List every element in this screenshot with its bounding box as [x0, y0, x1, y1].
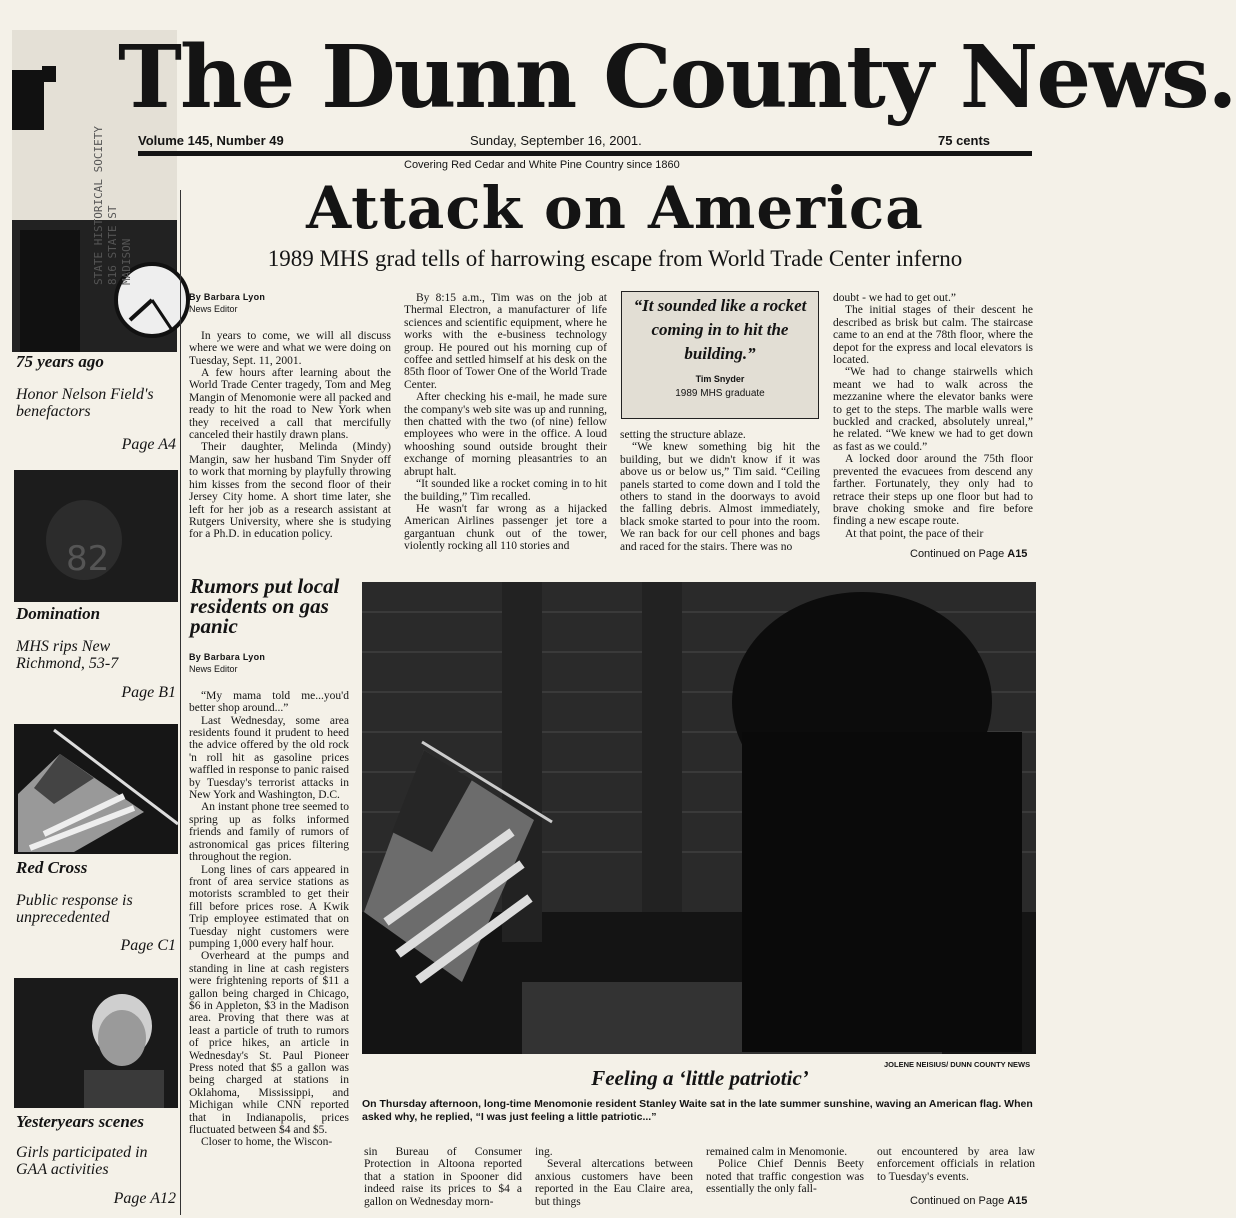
rumors-paragraph: ing.	[535, 1146, 553, 1158]
teaser-body: Girls participated in GAA activities	[16, 1144, 148, 1178]
issue-price: 75 cents	[938, 133, 991, 148]
lead-paragraph: doubt - we had to get out.”	[833, 292, 956, 304]
teaser-page: Page A12	[113, 1190, 176, 1207]
archive-stamp-line: STATE HISTORICAL SOCIETY	[92, 126, 105, 285]
continued-page: A15	[1007, 548, 1028, 560]
lead-paragraph: setting the structure ablaze.	[620, 429, 746, 441]
lead-paragraph: The initial stages of their descent he described as brisk but calm. The staircase came to an end at the 78th floor, where the depot for the express and local elevators is located.	[833, 304, 1033, 367]
teaser-body: Public response is unprecedented	[16, 892, 133, 926]
rumors-column-2	[364, 1146, 522, 1208]
rumors-paragraph: An instant phone tree seemed to spring up as folks informed friends and family of rumors of astronomical gas prices filtering throughout the region.	[189, 801, 349, 864]
lead-paragraph: After checking his e-mail, he made sure the company's web site was up and running, then chatted with the two (of nine) fellow employees who were in the office. A loud whooshing sound outside brought their exchange of morning pleasantries to an abrupt halt.	[404, 391, 607, 478]
rumors-column-3	[535, 1146, 693, 1208]
rumors-column-1	[189, 651, 349, 1149]
lead-paragraph: A few hours after learning about the World Trade Center tragedy, Tom and Meg Mangin of Menomonie were all packed and ready to hit the road to New York when they received a call that mercifully canceled their hastily drawn plans.	[189, 367, 391, 442]
teaser-head: 75 years ago	[16, 352, 104, 371]
lead-byline-title: News Editor	[189, 304, 238, 315]
rumors-paragraph: Last Wednesday, some area residents found it prudent to heed the advice offered by the old rock 'n roll hit as gasoline prices waffled in response to panic raised by Tuesday's terrorist attacks in New York and Washington, D.C.	[189, 714, 349, 802]
lead-paragraph: By 8:15 a.m., Tim was on the job at Thermal Electron, a manufacturer of life sciences and scientific equipment, where he works with the e-business technology group. He poured out his morning cup of coffee and settled himself at his desk on the 85th floor of Tower One of the World Trade Center.	[404, 292, 607, 391]
sidebar-divider	[180, 190, 181, 1215]
pull-quote	[621, 291, 819, 419]
lead-paragraph: Their daughter, Melinda (Mindy) Mangin, saw her husband Tim Snyder off to work that morning by playfully throwing him kisses from the second floor of their Jersey City home. A short time later, she left for her job as a research assistant at Rutgers University, where she is studying for a Ph.D. in education policy.	[189, 441, 391, 541]
issue-volume: Volume 145, Number 49	[138, 133, 284, 148]
lead-paragraph: In years to come, we will all discuss where we were and what we were doing on Tuesday, Sept. 11, 2001.	[189, 329, 391, 367]
rumors-byline-title: News Editor	[189, 664, 238, 675]
rumors-paragraph: Police Chief Dennis Beety noted that traffic congestion was essentially the only fall-	[706, 1158, 864, 1196]
rumors-paragraph: Overheard at the pumps and standing in line at cash registers were frightening reports of $11 a gallon being charged in Chicago, $6 in Appleton, $3 in the Madison area. Proving that there was at least a particle of truth to rumors of price hikes, an article in Wednesday's St. Paul Pioneer Press noted that $5 a gallon was being charged at stations in Oklahoma, Mississippi, and Michigan while CNN reported that in Indianapolis, prices fluctuated between $4 and $5.	[189, 950, 349, 1137]
photo-caption-body: On Thursday afternoon, long-time Menomonie resident Stanley Waite sat in the late summer sunshine, waving an American flag. When asked why, he replied, “I was just feeling a little patriotic...”	[362, 1098, 1033, 1123]
svg-text:82: 82	[66, 539, 110, 579]
lead-paragraph: At that point, the pace of their	[845, 527, 984, 540]
rumors-continued	[910, 1195, 1027, 1207]
lead-paragraph: “We had to change stairwells which meant we had to walk across the mezzanine where the elevator banks were to get to the steps. The marble walls were buckled and cracked, absolutely unreal,” he related. “We knew we had to get down as fast as we could.”	[833, 366, 1033, 453]
flag-photo	[14, 724, 178, 854]
teaser-body: Honor Nelson Field's benefactors	[16, 386, 154, 420]
issue-date: Sunday, September 16, 2001.	[470, 133, 642, 148]
rumors-column-5	[877, 1146, 1035, 1183]
teaser-page: Page B1	[121, 684, 176, 701]
rumors-headline: Rumors put local residents on gas panic	[190, 574, 340, 638]
masthead-title: The Dunn County News.	[118, 27, 1236, 128]
lead-paragraph: “It sounded like a rocket coming in to hit the building,” Tim recalled.	[404, 478, 607, 503]
photo-credit: JOLENE NEISIUS/ DUNN COUNTY NEWS	[884, 1060, 1031, 1069]
main-photo	[362, 582, 1036, 1054]
portrait-photo	[14, 978, 178, 1108]
rumors-paragraph: Long lines of cars appeared in front of area service stations as motorists scrambled to get their fill before prices rose. A Kwik Trip employee estimated that on Tuesday night customers were pumping 1,000 every half hour.	[189, 863, 349, 950]
lead-paragraph: He wasn't far wrong as a hijacked American Airlines passenger jet tore a gargantuan chunk out of the tower, violently rocking all 110 stories and	[404, 502, 607, 553]
rumors-paragraph: Several altercations between anxious customers have been reported in the Eau Claire area, but things	[535, 1158, 693, 1208]
lead-headline: Attack on America	[306, 174, 924, 242]
lead-column-1	[189, 291, 391, 541]
continued-page: A15	[1007, 1195, 1028, 1207]
teaser-body: MHS rips New Richmond, 53-7	[16, 638, 119, 672]
pull-quote-name: Tim Snyder	[695, 374, 745, 384]
lead-continued	[910, 548, 1027, 560]
continued-label: Continued on Page	[910, 1195, 1005, 1207]
archive-stamp-line: 816 STATE ST	[106, 205, 119, 285]
rumors-column-4	[706, 1146, 864, 1196]
teaser-page: Page A4	[121, 436, 176, 453]
football-photo	[14, 470, 178, 602]
lead-column-2	[404, 292, 607, 553]
rumors-paragraph: out encountered by area law enforcement officials in relation to Tuesday's events.	[877, 1146, 1035, 1183]
rumors-paragraph: sin Bureau of Consumer Protection in Altoona reported that a station in Spooner did indeed raise its prices to $4 a gallon on Wednesday morn-	[364, 1146, 522, 1208]
lead-subhead: 1989 MHS grad tells of harrowing escape from World Trade Center inferno	[267, 246, 963, 271]
teaser-head: Yesteryears scenes	[16, 1112, 144, 1131]
lead-paragraph: “We knew something big hit the building, but we didn't know if it was above us or below us,” Tim said. “Ceiling panels started to come down and I told the others to stand in the doorways to avoid the falling debris. Almost immediately, black smoke started to pour into the room. We ran back for our cell phones and bags and raced for the stairs. There was no	[620, 441, 820, 553]
archive-stamp-line: MADISON	[120, 238, 133, 285]
lead-column-4	[833, 292, 1033, 540]
lead-byline: By Barbara Lyon	[189, 292, 266, 302]
photo-caption-head: Feeling a ‘little patriotic’	[591, 1066, 809, 1090]
rumors-paragraph: “My mama told me...you'd better shop around...”	[189, 689, 349, 715]
teaser-head: Red Cross	[16, 858, 88, 877]
pull-quote-text: “It sounded like a rocket coming in to hit the building.”	[633, 296, 807, 363]
masthead-tagline: Covering Red Cedar and White Pine Country since 1860	[404, 159, 680, 171]
rumors-paragraph: Closer to home, the Wiscon-	[201, 1136, 333, 1149]
teaser-page: Page C1	[120, 937, 176, 954]
pull-quote-title: 1989 MHS graduate	[675, 388, 765, 399]
masthead-rule	[138, 151, 1032, 156]
teaser-head: Domination	[16, 604, 101, 623]
continued-label: Continued on Page	[910, 548, 1005, 560]
lead-column-3	[620, 429, 820, 553]
rumors-paragraph: remained calm in Menomonie.	[706, 1146, 848, 1158]
rumors-byline: By Barbara Lyon	[189, 652, 266, 662]
lead-paragraph: A locked door around the 75th floor prevented the evacuees from descend any farther. Fortunately, they only had to retrace their steps up one floor but had to brave choking smoke and fire before finding a new escape route.	[833, 453, 1033, 528]
